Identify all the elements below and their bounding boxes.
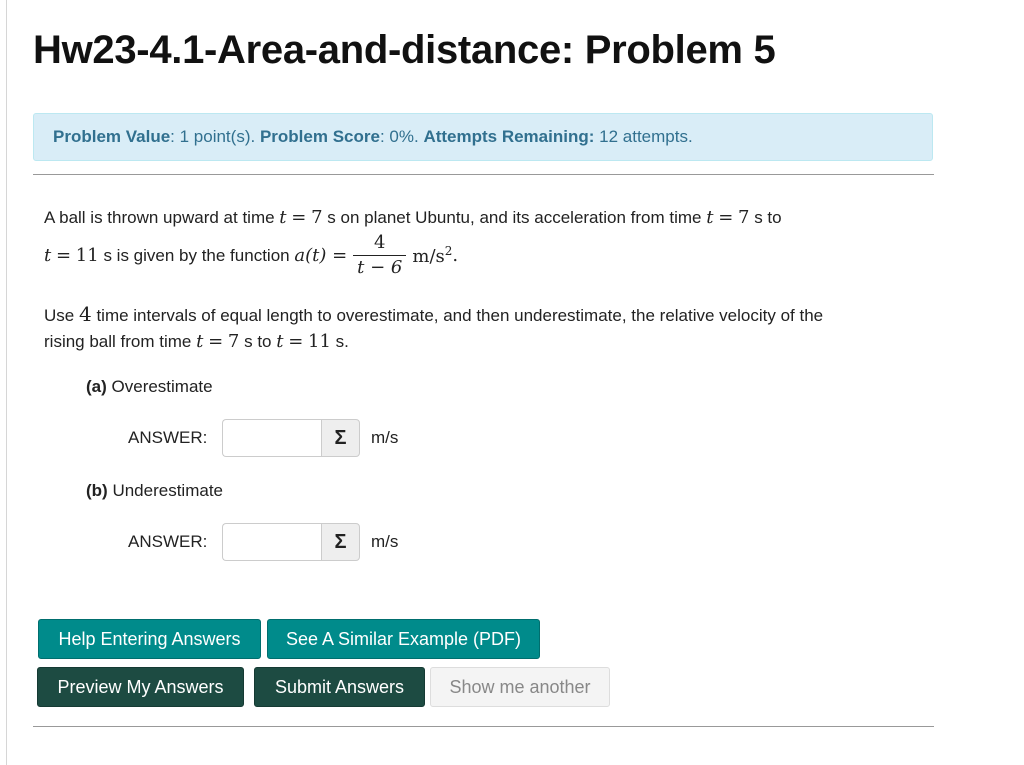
page-title: Hw23-4.1-Area-and-distance: Problem 5	[33, 28, 776, 72]
similar-example-button[interactable]: See A Similar Example (PDF)	[267, 619, 540, 659]
equation-editor-button-b[interactable]: Σ	[321, 523, 360, 561]
show-another-button[interactable]: Show me another	[430, 667, 610, 707]
problem-line-4: rising ball from time t = 7 s to t = 11 s.	[44, 331, 349, 352]
answer-label-a: ANSWER:	[128, 428, 208, 447]
problem-score-label: Problem Score	[259, 127, 380, 146]
problem-line-1: A ball is thrown upward at time t = 7 s on planet Ubuntu, and its acceleration from time t = 7 s to	[44, 207, 782, 228]
problem-score-text: : 0%.	[379, 127, 419, 146]
acceleration-units: $m/s^2$	[412, 244, 453, 267]
acceleration-fraction: $\frac{4}{t - 6}$	[353, 231, 406, 280]
problem-line-3: Use 4 time intervals of equal length to overestimate, and then underestimate, the relative velocity of the	[44, 302, 824, 326]
attempts-remaining-text: 12 attempts.	[599, 127, 693, 146]
unit-label-a: m/s	[371, 428, 399, 447]
answer-input-a[interactable]	[222, 419, 321, 457]
acceleration-function: a(t) =	[294, 245, 348, 266]
answer-label-b: ANSWER:	[128, 532, 208, 551]
left-border	[0, 0, 7, 765]
problem-line-2: t = 11 s is given by the function a(t) = $\frac{4}{t - 6}$ $m/s^2$ .	[44, 232, 459, 278]
divider-top	[33, 174, 934, 175]
unit-label-b: m/s	[371, 532, 399, 551]
part-a-answer-row	[128, 418, 398, 458]
problem-value-text: : 1 point(s).	[170, 127, 256, 146]
help-entering-answers-button[interactable]: Help Entering Answers	[38, 619, 261, 659]
part-a-label: (a) Overestimate	[86, 377, 213, 396]
preview-answers-button[interactable]: Preview My Answers	[37, 667, 244, 707]
part-b-answer-row	[128, 522, 398, 562]
answer-input-b[interactable]	[222, 523, 321, 561]
submit-answers-button[interactable]: Submit Answers	[254, 667, 425, 707]
part-b-label: (b) Underestimate	[86, 481, 224, 500]
divider-bottom	[33, 726, 934, 727]
problem-value-label: Problem Value	[53, 127, 171, 146]
problem-info-box	[33, 113, 933, 161]
equation-editor-button-a[interactable]: Σ	[321, 419, 360, 457]
attempts-remaining-label: Attempts Remaining:	[423, 127, 595, 146]
